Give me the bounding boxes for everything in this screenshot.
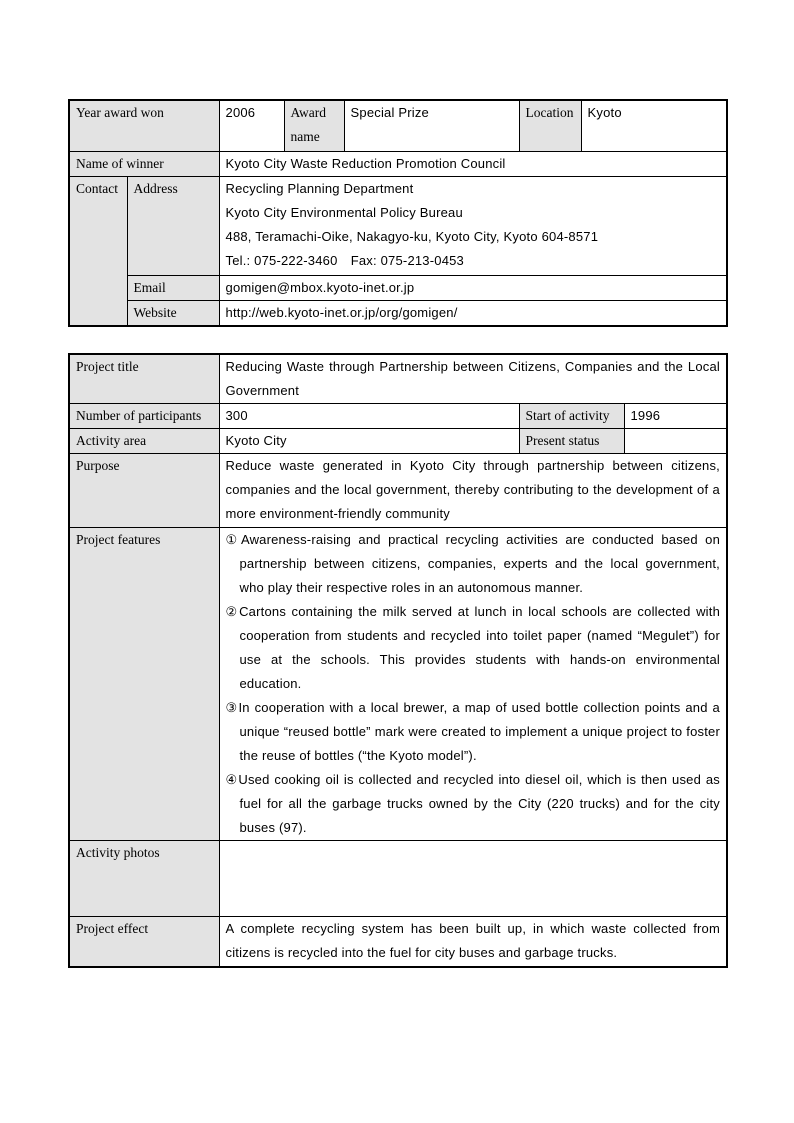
feature-text: Used cooking oil is collected and recycled into diesel oil, which is then used as fuel for all the garbage trucks owned by the City (220 trucks) and for the city buses (97). [238, 772, 720, 835]
table-spacer [68, 327, 726, 353]
project-features-value [219, 528, 727, 841]
award-info-table [68, 99, 728, 327]
participants-value: 300 [219, 404, 519, 429]
feature-text: Awareness-raising and practical recycling activities are conducted based on partnership between citizens, companies, experts and the local government, who play their respective roles in an autonomous manner. [239, 532, 721, 595]
name-of-winner-label: Name of winner [69, 152, 219, 177]
activity-photos-label: Activity photos [69, 841, 219, 917]
start-of-activity-label: Start of activity [519, 404, 624, 429]
feature-number: ① [225, 532, 241, 547]
project-features-label: Project features [69, 528, 219, 841]
address-label: Address [127, 177, 219, 276]
location-value: Kyoto [581, 100, 727, 152]
feature-text: Cartons containing the milk served at lunch in local schools are collected with cooperation from students and recycled into toilet paper (named “Megulet”) for use at the schools. This provides students with hands-on environmental education. [239, 604, 720, 691]
address-line: 488, Teramachi-Oike, Nakagyo-ku, Kyoto City, Kyoto 604-8571 [225, 229, 599, 244]
feature-item [226, 696, 721, 768]
project-info-table [68, 353, 728, 968]
name-of-winner-value: Kyoto City Waste Reduction Promotion Council [219, 152, 727, 177]
purpose-value: Reduce waste generated in Kyoto City through partnership between citizens, companies and the local government, thereby contributing to the development of a more environment-friendly community [219, 454, 727, 528]
participants-label: Number of participants [69, 404, 219, 429]
address-line: Recycling Planning Department [225, 181, 414, 196]
activity-area-label: Activity area [69, 429, 219, 454]
project-title-label: Project title [69, 354, 219, 404]
activity-photos-value [219, 841, 727, 917]
email-value: gomigen@mbox.kyoto-inet.or.jp [219, 276, 727, 301]
email-label: Email [127, 276, 219, 301]
feature-item [226, 600, 721, 696]
project-effect-value: A complete recycling system has been built up, in which waste collected from citizens is recycled into the fuel for city buses and garbage trucks. [219, 917, 727, 968]
feature-number: ③ [225, 700, 239, 715]
year-award-won-value: 2006 [219, 100, 284, 152]
address-line: Tel.: 075-222-3460 Fax: 075-213-0453 [225, 253, 464, 268]
address-line: Kyoto City Environmental Policy Bureau [225, 205, 463, 220]
present-status-value [624, 429, 727, 454]
feature-text: In cooperation with a local brewer, a map of used bottle collection points and a unique “reused bottle” mark were created to implement a unique project to foster the reuse of bottles (“the Kyoto model”). [238, 700, 720, 763]
project-title-value: Reducing Waste through Partnership between Citizens, Companies and the Local Government [219, 354, 727, 404]
present-status-label: Present status [519, 429, 624, 454]
contact-label: Contact [69, 177, 127, 327]
start-of-activity-value: 1996 [624, 404, 727, 429]
project-effect-label: Project effect [69, 917, 219, 968]
activity-area-value: Kyoto City [219, 429, 519, 454]
address-value [219, 177, 727, 276]
feature-number: ② [225, 604, 240, 619]
website-label: Website [127, 301, 219, 327]
feature-item [226, 768, 721, 840]
location-label: Location [519, 100, 581, 152]
year-award-won-label: Year award won [69, 100, 219, 152]
document-page [68, 99, 726, 968]
purpose-label: Purpose [69, 454, 219, 528]
award-name-value: Special Prize [344, 100, 519, 152]
website-value: http://web.kyoto-inet.or.jp/org/gomigen/ [219, 301, 727, 327]
feature-number: ④ [225, 772, 239, 787]
feature-item [226, 528, 721, 600]
award-name-label: Award name [284, 100, 344, 152]
